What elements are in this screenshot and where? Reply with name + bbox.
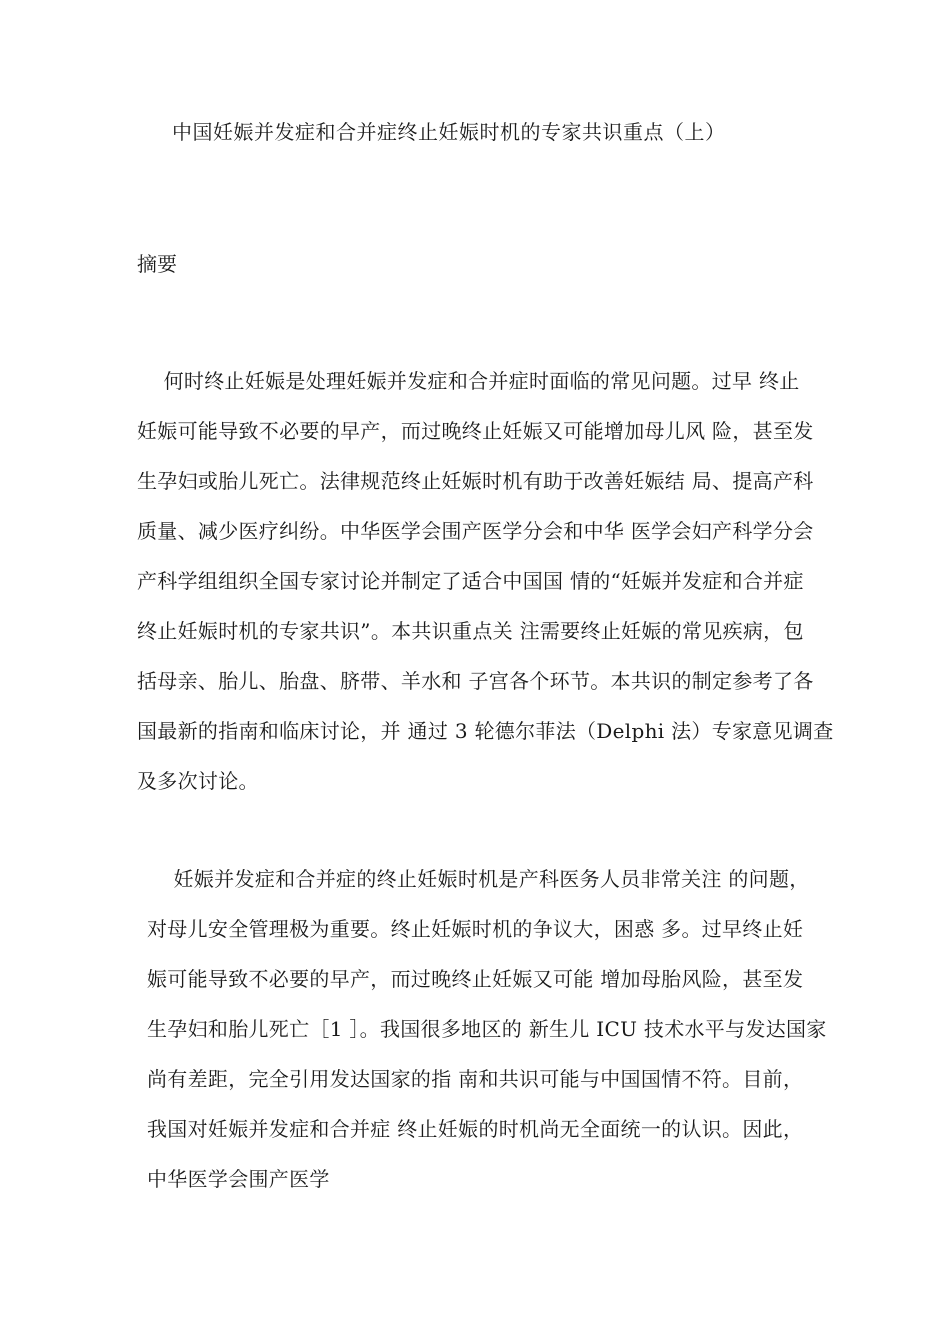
paragraph-line: 中华医学会围产医学 [147, 1167, 330, 1191]
paragraph-line: 妊娠可能导致不必要的早产，而过晚终止妊娠又可能增加母儿风 险，甚至发 [137, 419, 814, 443]
paragraph-line: 生孕妇和胎儿死亡［1 ］。我国很多地区的 新生儿 ICU 技术水平与发达国家 [147, 1017, 827, 1041]
paragraph-body [147, 854, 847, 1204]
paragraph-line: 质量、减少医疗纠纷。中华医学会围产医学分会和中华 医学会妇产科学分会 [137, 519, 814, 543]
paragraph-line: 妊娠并发症和合并症的终止妊娠时机是产科医务人员非常关注 的问题， [147, 867, 810, 891]
abstract-heading: 摘要 [137, 252, 177, 276]
paragraph-line: 对母儿安全管理极为重要。终止妊娠时机的争议大，困惑 多。过早终止妊 [147, 917, 804, 941]
paragraph-line: 尚有差距，完全引用发达国家的指 南和共识可能与中国国情不符。目前， [147, 1067, 804, 1091]
paragraph-abstract [137, 356, 837, 806]
paragraph-line: 终止妊娠时机的专家共识”。本共识重点关 注需要终止妊娠的常见疾病，包 [137, 619, 804, 643]
paragraph-line: 国最新的指南和临床讨论，并 通过 3 轮德尔菲法（Delphi 法）专家意见调查 [137, 719, 834, 743]
paragraph-line: 我国对妊娠并发症和合并症 终止妊娠的时机尚无全面统一的认识。因此， [147, 1117, 804, 1141]
document-title: 中国妊娠并发症和合并症终止妊娠时机的专家共识重点（上） [172, 120, 726, 144]
paragraph-line: 娠可能导致不必要的早产，而过晚终止妊娠又可能 增加母胎风险，甚至发 [147, 967, 804, 991]
paragraph-line: 产科学组组织全国专家讨论并制定了适合中国国 情的“妊娠并发症和合并症 [137, 569, 804, 593]
paragraph-line: 及多次讨论。 [137, 769, 259, 793]
paragraph-line: 生孕妇或胎儿死亡。法律规范终止妊娠时机有助于改善妊娠结 局、提高产科 [137, 469, 814, 493]
paragraph-line: 括母亲、胎儿、胎盘、脐带、羊水和 子宫各个环节。本共识的制定参考了各 [137, 669, 814, 693]
paragraph-line: 何时终止妊娠是处理妊娠并发症和合并症时面临的常见问题。过早 终止 [137, 369, 800, 393]
